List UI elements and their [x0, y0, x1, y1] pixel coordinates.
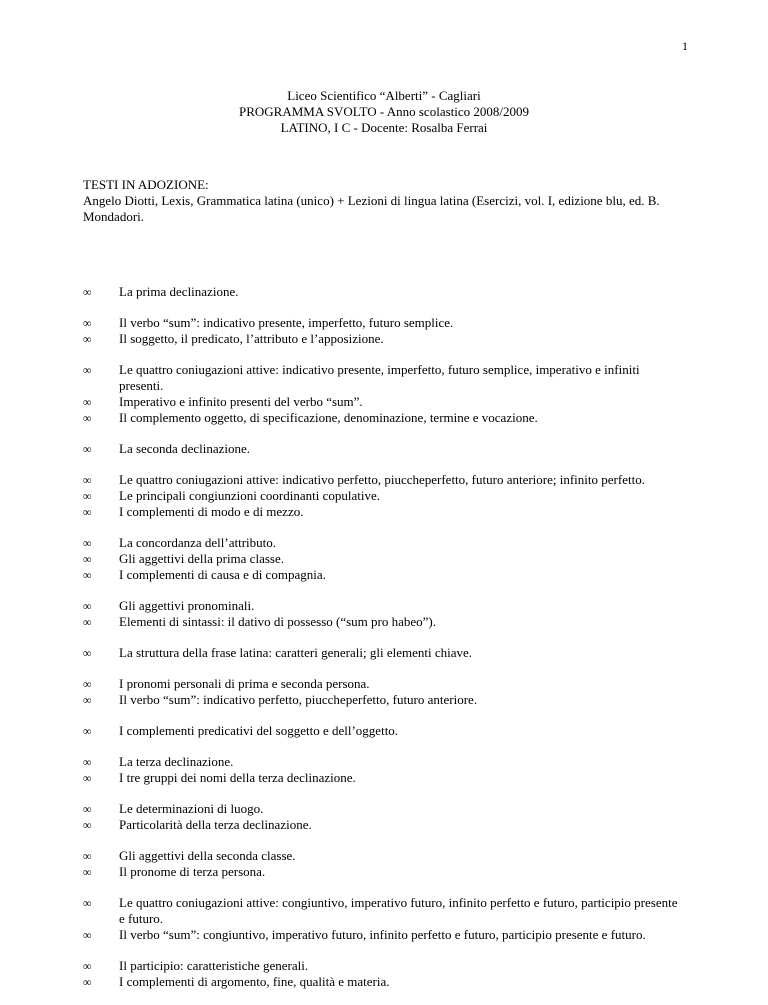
topic-group — [83, 535, 683, 583]
list-item-text: Particolarità della terza declinazione. — [119, 817, 312, 832]
list-item — [83, 974, 683, 990]
list-item-text: I complementi di argomento, fine, qualità e materia. — [119, 974, 390, 989]
bullet-icon: ∞ — [83, 755, 92, 769]
bullet-icon: ∞ — [83, 975, 92, 989]
topic-group — [83, 958, 683, 990]
bullet-icon: ∞ — [83, 285, 92, 299]
bullet-icon: ∞ — [83, 473, 92, 487]
bullet-icon: ∞ — [83, 442, 92, 456]
textbooks-line-1: Angelo Diotti, Lexis, Grammatica latina (unico) + Lezioni di lingua latina (Esercizi, vol. I, edizione blu, ed. B. — [83, 193, 660, 208]
list-item-text: Il pronome di terza persona. — [119, 864, 266, 879]
textbooks-section — [83, 177, 683, 225]
bullet-icon: ∞ — [83, 928, 92, 942]
bullet-icon: ∞ — [83, 771, 92, 785]
bullet-icon: ∞ — [83, 802, 92, 816]
list-item-text: Gli aggettivi della prima classe. — [119, 551, 284, 566]
bullet-icon: ∞ — [83, 536, 92, 550]
list-item-text: La struttura della frase latina: caratteri generali; gli elementi chiave. — [119, 645, 472, 660]
topic-group — [83, 801, 683, 833]
list-item-text: Gli aggettivi della seconda classe. — [119, 848, 296, 863]
list-item-text: La seconda declinazione. — [119, 441, 251, 456]
bullet-icon: ∞ — [83, 959, 92, 973]
page-number: 1 — [682, 39, 688, 53]
list-item-text: Il participio: caratteristiche generali. — [119, 958, 309, 973]
bullet-icon: ∞ — [83, 818, 92, 832]
list-item-text: I complementi predicativi del soggetto e dell’oggetto. — [119, 723, 399, 738]
list-item-text: Imperativo e infinito presenti del verbo “sum”. — [119, 394, 363, 409]
course-teacher: LATINO, I C - Docente: Rosalba Ferrai — [280, 120, 488, 135]
list-item — [83, 315, 683, 331]
topics-list — [83, 284, 683, 1005]
list-item-text: Le quattro coniugazioni attive: indicativo presente, imperfetto, futuro semplice, imperativo e infiniti presenti. — [119, 362, 640, 393]
bullet-icon: ∞ — [83, 411, 92, 425]
bullet-icon: ∞ — [83, 363, 92, 377]
list-item — [83, 284, 683, 300]
topic-group — [83, 676, 683, 708]
list-item — [83, 927, 683, 943]
bullet-icon: ∞ — [83, 865, 92, 879]
list-item — [83, 362, 683, 394]
list-item-text: La concordanza dell’attributo. — [119, 535, 277, 550]
list-item-text: Il verbo “sum”: indicativo presente, imperfetto, futuro semplice. — [119, 315, 454, 330]
list-item-text: La terza declinazione. — [119, 754, 234, 769]
bullet-icon: ∞ — [83, 646, 92, 660]
bullet-icon: ∞ — [83, 896, 92, 910]
bullet-icon: ∞ — [83, 724, 92, 738]
bullet-icon: ∞ — [83, 677, 92, 691]
list-item-text: Gli aggettivi pronominali. — [119, 598, 255, 613]
textbooks-title: TESTI IN ADOZIONE: — [83, 177, 209, 192]
topic-group — [83, 848, 683, 880]
program-title: PROGRAMMA SVOLTO - Anno scolastico 2008/2009 — [239, 104, 529, 119]
list-item — [83, 692, 683, 708]
topic-group — [83, 645, 683, 661]
list-item — [83, 614, 683, 630]
bullet-icon: ∞ — [83, 489, 92, 503]
list-item — [83, 441, 683, 457]
list-item — [83, 676, 683, 692]
list-item — [83, 472, 683, 488]
list-item-text: Il soggetto, il predicato, l’attributo e l’apposizione. — [119, 331, 384, 346]
bullet-icon: ∞ — [83, 395, 92, 409]
list-item — [83, 488, 683, 504]
list-item — [83, 895, 683, 927]
list-item — [83, 410, 683, 426]
list-item — [83, 817, 683, 833]
list-item — [83, 754, 683, 770]
bullet-icon: ∞ — [83, 599, 92, 613]
document-header — [0, 88, 768, 136]
topic-group — [83, 315, 683, 347]
list-item — [83, 331, 683, 347]
list-item-text: La prima declinazione. — [119, 284, 239, 299]
bullet-icon: ∞ — [83, 332, 92, 346]
list-item-text: Il verbo “sum”: congiuntivo, imperativo futuro, infinito perfetto e futuro, participio presente e futuro. — [119, 927, 646, 942]
topic-group — [83, 895, 683, 943]
list-item — [83, 645, 683, 661]
textbooks-line-2: Mondadori. — [83, 209, 145, 224]
list-item — [83, 567, 683, 583]
bullet-icon: ∞ — [83, 693, 92, 707]
bullet-icon: ∞ — [83, 615, 92, 629]
topic-group — [83, 472, 683, 520]
topic-group — [83, 598, 683, 630]
list-item-text: Le determinazioni di luogo. — [119, 801, 264, 816]
list-item — [83, 801, 683, 817]
list-item — [83, 504, 683, 520]
topic-group — [83, 284, 683, 300]
list-item-text: Il verbo “sum”: indicativo perfetto, piuccheperfetto, futuro anteriore. — [119, 692, 478, 707]
bullet-icon: ∞ — [83, 849, 92, 863]
list-item — [83, 394, 683, 410]
list-item — [83, 551, 683, 567]
list-item-text: Le principali congiunzioni coordinanti copulative. — [119, 488, 381, 503]
topic-group — [83, 723, 683, 739]
list-item-text: I tre gruppi dei nomi della terza declinazione. — [119, 770, 356, 785]
list-item — [83, 723, 683, 739]
list-item — [83, 770, 683, 786]
list-item — [83, 598, 683, 614]
bullet-icon: ∞ — [83, 568, 92, 582]
list-item-text: I pronomi personali di prima e seconda persona. — [119, 676, 370, 691]
list-item-text: Il complemento oggetto, di specificazione, denominazione, termine e vocazione. — [119, 410, 538, 425]
bullet-icon: ∞ — [83, 552, 92, 566]
topic-group — [83, 362, 683, 426]
school-name: Liceo Scientifico “Alberti” - Cagliari — [287, 88, 481, 103]
list-item — [83, 848, 683, 864]
bullet-icon: ∞ — [83, 505, 92, 519]
list-item-text: Elementi di sintassi: il dativo di possesso (“sum pro habeo”). — [119, 614, 437, 629]
topic-group — [83, 441, 683, 457]
list-item-text: Le quattro coniugazioni attive: congiuntivo, imperativo futuro, infinito perfetto e futuro, participio presente e futuro. — [119, 895, 678, 926]
bullet-icon: ∞ — [83, 316, 92, 330]
list-item — [83, 535, 683, 551]
list-item-text: I complementi di modo e di mezzo. — [119, 504, 304, 519]
list-item — [83, 958, 683, 974]
topic-group — [83, 754, 683, 786]
list-item-text: I complementi di causa e di compagnia. — [119, 567, 326, 582]
list-item-text: Le quattro coniugazioni attive: indicativo perfetto, piuccheperfetto, futuro anteriore; infinito perfetto. — [119, 472, 645, 487]
list-item — [83, 864, 683, 880]
